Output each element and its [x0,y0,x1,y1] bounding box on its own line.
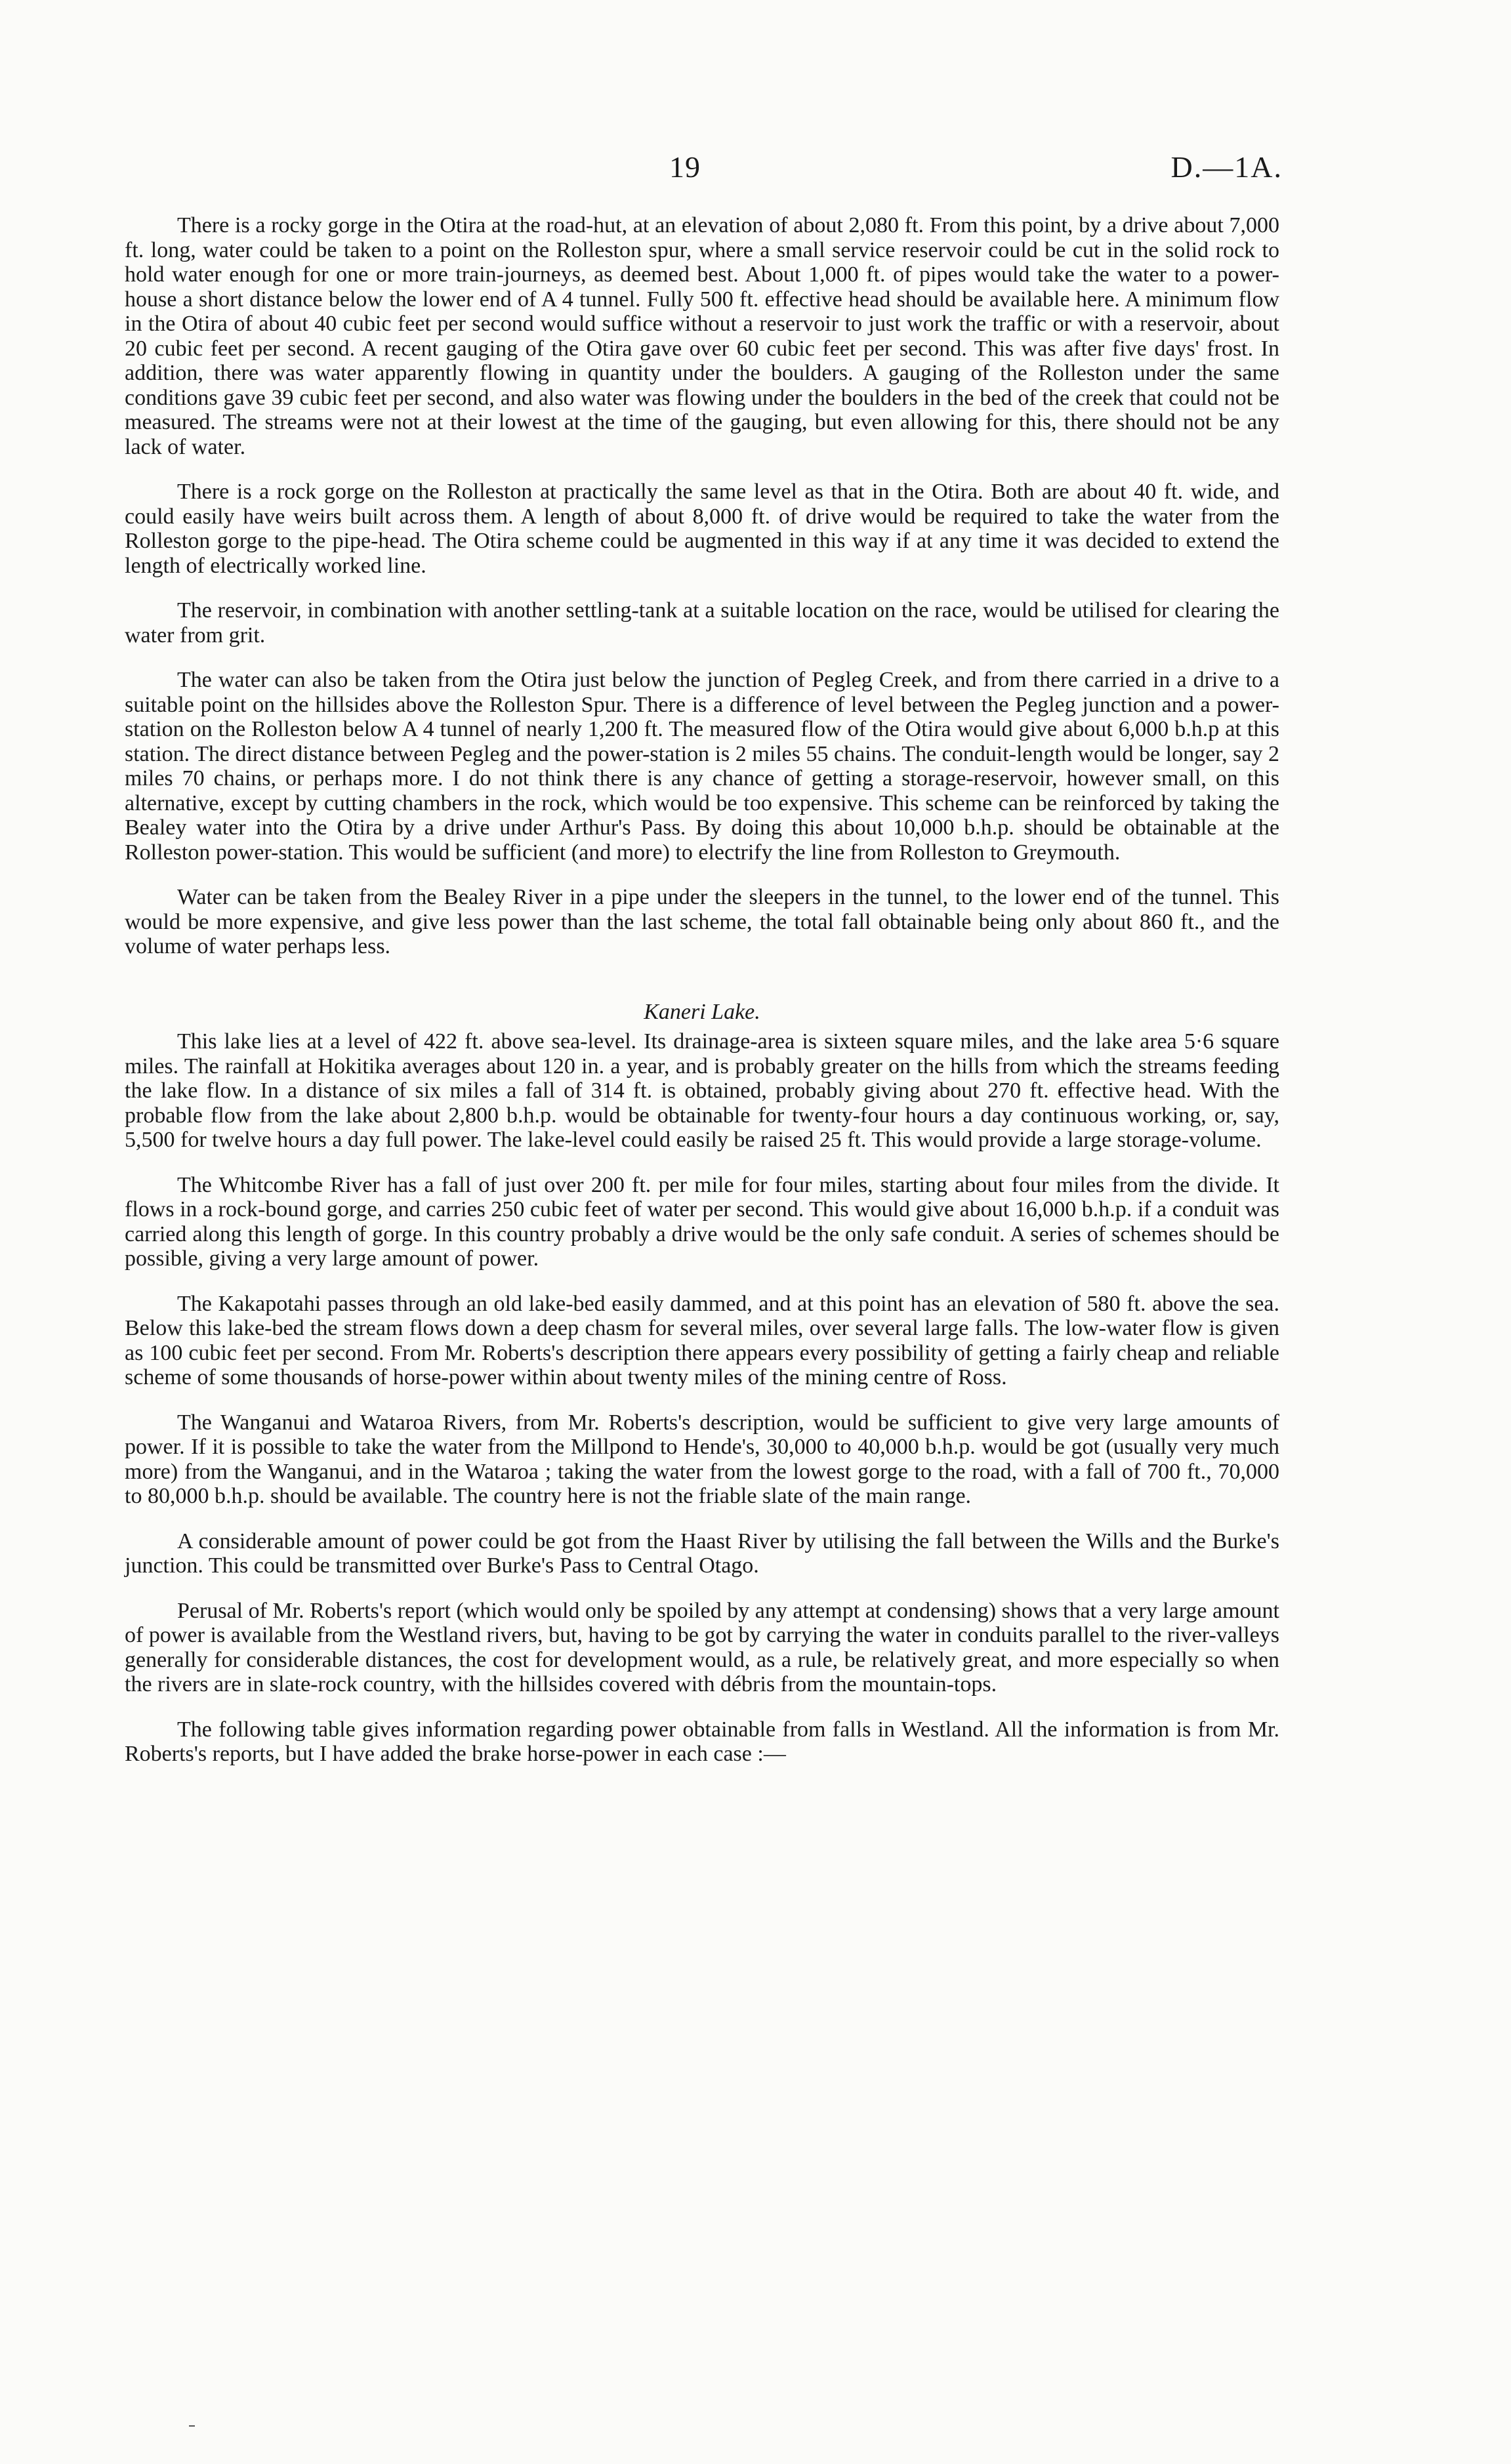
paragraph-table-intro: The following table gives information regarding power obtainable from falls in Westland. All the information is from Mr. Roberts's reports, but I have added the brake horse-power in each case :— [125,1717,1279,1766]
document-reference: D.—1A. [1170,150,1283,184]
page-number: 19 [669,150,701,184]
paragraph-rolleston-gorge: There is a rock gorge on the Rolleston at practically the same level as that in the Otira. Both are about 40 ft. wide, and could easily have weirs built across them. A length of about 8,000 ft. of drive would be required to take the water from the Rolleston gorge to the pipe-head. The Otira scheme could be augmented in this way if at any time it was decided to extend the length of electrically worked line. [125,480,1279,578]
scan-mark [189,2425,195,2427]
paragraph-bealey-river: Water can be taken from the Bealey River in a pipe under the sleepers in the tunnel, to the lower end of the tunnel. This would be more expensive, and give less power than the last scheme, the total fall obtainable being only about 860 ft., and the volume of water perhaps less. [125,885,1279,958]
paragraph-whitcombe-river: The Whitcombe River has a fall of just over 200 ft. per mile for four miles, starting about four miles from the divide. It flows in a rock-bound gorge, and carries 250 cubic feet of water per second. This would give about 16,000 b.h.p. if a conduit was carried along this length of gorge. In this country probably a drive would be the only safe conduit. A series of schemes should be possible, giving a very large amount of power. [125,1172,1279,1271]
section-heading-kaneri-lake: Kaneri Lake. [644,999,760,1024]
paragraph-kakapotahi: The Kakapotahi passes through an old lake-bed easily dammed, and at this point has an elevation of 580 ft. above the sea. Below this lake-bed the stream flows down a deep chasm for several miles, over several large falls. The low-water flow is given as 100 cubic feet per second. From Mr. Roberts's description there appears every possibility of getting a fairly cheap and reliable scheme of some thousands of horse-power within about twenty miles of the mining centre of Ross. [125,1291,1279,1389]
paragraph-reservoir: The reservoir, in combination with another settling-tank at a suitable location on the race, would be utilised for clearing the water from grit. [125,598,1279,647]
page-header [0,150,1511,189]
paragraph-pegleg-creek: The water can also be taken from the Otira just below the junction of Pegleg Creek, and from there carried in a drive to a suitable point on the hillsides above the Rolleston Spur. There is a difference of level between the Pegleg junction and a power-station on the Rolleston below A 4 tunnel of nearly 1,200 ft. The measured flow of the Otira would give about 6,000 b.h.p at this station. The direct distance between Pegleg and the power-station is 2 miles 55 chains. The conduit-length would be longer, say 2 miles 70 chains, or perhaps more. I do not think there is any chance of getting a storage-reservoir, however small, on this alternative, except by cutting chambers in the rock, which would be too expensive. This scheme can be reinforced by taking the Bealey water into the Otira by a drive under Arthur's Pass. By doing this about 10,000 b.h.p. should be obtainable at the Rolleston power-station. This would be sufficient (and more) to electrify the line from Rolleston to Greymouth. [125,668,1279,865]
paragraph-haast-river: A considerable amount of power could be got from the Haast River by utilising the fall between the Wills and the Burke's junction. This could be transmitted over Burke's Pass to Central Otago. [125,1529,1279,1578]
paragraph-roberts-report: Perusal of Mr. Roberts's report (which would only be spoiled by any attempt at condensing) shows that a very large amount of power is available from the Westland rivers, but, having to be got by carrying the water in conduits parallel to the river-valleys generally for considerable distances, the cost for development would, as a rule, be relatively great, and more especially so when the rivers are in slate-rock country, with the hillsides covered with débris from the mountain-tops. [125,1598,1279,1696]
paragraph-otira-gorge: There is a rocky gorge in the Otira at the road-hut, at an elevation of about 2,080 ft. From this point, by a drive about 7,000 ft. long, water could be taken to a point on the Rolleston spur, where a small service reservoir could be cut in the solid rock to hold water enough for one or more train-journeys, as deemed best. About 1,000 ft. of pipes would take the water to a power-house a short distance below the lower end of A 4 tunnel. Fully 500 ft. effective head should be available here. A minimum flow in the Otira of about 40 cubic feet per second would suffice without a reservoir to just work the traffic or with a reservoir, about 20 cubic feet per second. A recent gauging of the Otira gave over 60 cubic feet per second. This was after five days' frost. In addition, there was water apparently flowing in quantity under the boulders. A gauging of the Rolleston under the same conditions gave 39 cubic feet per second, and also water was flowing under the boulders in the bed of the creek that could not be measured. The streams were not at their lowest at the time of the gauging, but even allowing for this, there should not be any lack of water. [125,213,1279,459]
body-text [125,213,1279,1787]
paragraph-kaneri-lake: This lake lies at a level of 422 ft. above sea-level. Its drainage-area is sixteen square miles, and the lake area 5·6 square miles. The rainfall at Hokitika averages about 120 in. a year, and is probably greater on the hills from which the streams feeding the lake flow. In a distance of six miles a fall of 314 ft. is obtained, probably giving about 270 ft. effective head. With the probable flow from the lake about 2,800 b.h.p. would be obtainable for twenty-four hours a day continuous working, or, say, 5,500 for twelve hours a day full power. The lake-level could easily be raised 25 ft. This would provide a large storage-volume. [125,1029,1279,1152]
paragraph-wanganui-wataroa: The Wanganui and Wataroa Rivers, from Mr. Roberts's description, would be sufficient to give very large amounts of power. If it is possible to take the water from the Millpond to Hende's, 30,000 to 40,000 b.h.p. would be got (usually very much more) from the Wanganui, and in the Wataroa ; taking the water from the lowest gorge to the road, with a fall of 700 ft., 70,000 to 80,000 b.h.p. should be available. The country here is not the friable slate of the main range. [125,1410,1279,1508]
